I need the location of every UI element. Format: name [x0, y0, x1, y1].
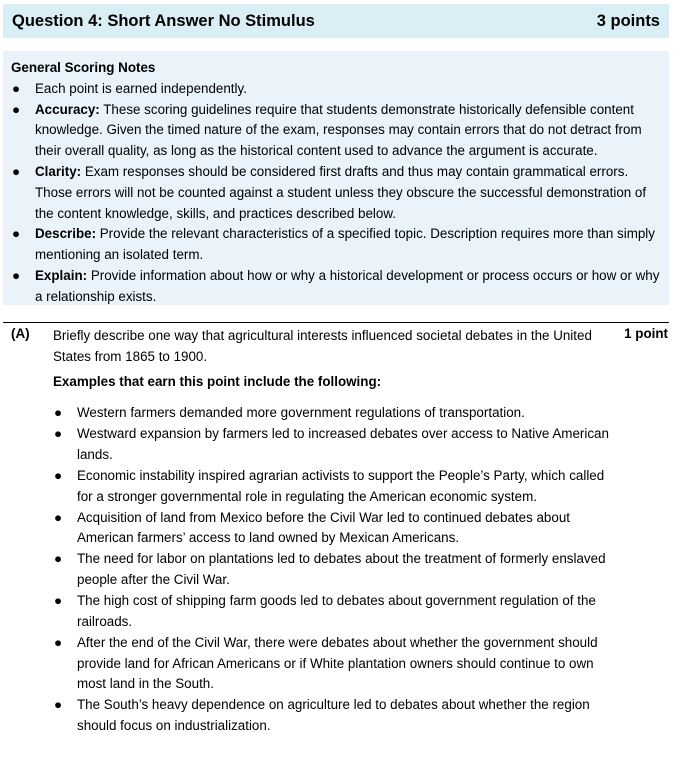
- bullet-icon: ●: [54, 509, 63, 525]
- bullet-icon: ●: [12, 163, 21, 179]
- list-item: ● Western farmers demanded more government regulations of transportation.: [53, 403, 613, 424]
- bullet-icon: ●: [12, 226, 21, 242]
- part-prompt: Briefly describe one way that agricultural interests influenced societal debates in the United States from 1865 to 1900.: [53, 328, 592, 364]
- bullet-icon: ●: [12, 101, 21, 117]
- notes-list: [11, 79, 661, 308]
- part-points: 1 point: [624, 326, 668, 341]
- notes-item: ● Describe: Provide the relevant characteristics of a specified topic. Description requires more than simply mentioning an isolated term.: [12, 226, 655, 263]
- question-points: 3 points: [596, 11, 660, 30]
- bullet-icon: ●: [54, 593, 63, 609]
- bullet-icon: ●: [54, 425, 63, 441]
- examples-title: Examples that earn this point include the following:: [53, 374, 382, 389]
- notes-item: ● Each point is earned independently.: [11, 79, 661, 100]
- bullet-icon: ●: [54, 634, 63, 650]
- list-item: ● Economic instability inspired agrarian activists to support the People’s Party, which called for a stronger governmental role in regulating the American economic system.: [54, 467, 605, 504]
- list-item: ● The South’s heavy dependence on agriculture led to debates about whether the region should focus on industrialization.: [54, 697, 590, 734]
- bullet-icon: ●: [12, 80, 21, 96]
- notes-item: ● Accuracy: These scoring guidelines require that students demonstrate historically defensible content knowledge. Given the timed nature of the exam, responses may contain errors that do not detract from their overall quality, as long as the historical content used to advance the argument is accurate.: [12, 101, 642, 159]
- bullet-icon: ●: [54, 551, 63, 567]
- bullet-icon: ●: [54, 697, 63, 713]
- notes-item: ● Explain: Provide information about how or why a historical development or process occurs or how or why a relationship exists.: [12, 267, 660, 304]
- notes-item: ● Clarity: Exam responses should be considered first drafts and thus may contain grammatical errors. Those errors will not be counted against a student unless they obscure the successful demonstration of the content knowledge, skills, and practices described below.: [12, 163, 647, 221]
- general-scoring-notes: [3, 51, 669, 305]
- notes-title: General Scoring Notes: [11, 60, 156, 75]
- part-label: (A): [11, 326, 30, 341]
- list-item: ● Acquisition of land from Mexico before the Civil War led to continued debates about American farmers’ access to land owned by Mexican Americans.: [54, 509, 570, 546]
- bullet-icon: ●: [54, 467, 63, 483]
- question-title: Question 4: Short Answer No Stimulus: [12, 11, 315, 30]
- list-item: ● Westward expansion by farmers led to increased debates over access to Native American lands.: [54, 425, 609, 462]
- section-divider: [3, 322, 669, 323]
- list-item: ● The need for labor on plantations led to debates about the treatment of formerly enslaved people after the Civil War.: [54, 551, 606, 588]
- bullet-icon: ●: [54, 405, 63, 420]
- bullet-icon: ●: [12, 267, 21, 283]
- question-header: [3, 4, 669, 38]
- list-item: ● After the end of the Civil War, there were debates about whether the government should provide land for African Americans or if White plantation owners should continue to own most land in the South.: [54, 634, 598, 692]
- examples-list: [53, 403, 613, 737]
- list-item: ● The high cost of shipping farm goods led to debates about government regulation of the railroads.: [54, 593, 596, 629]
